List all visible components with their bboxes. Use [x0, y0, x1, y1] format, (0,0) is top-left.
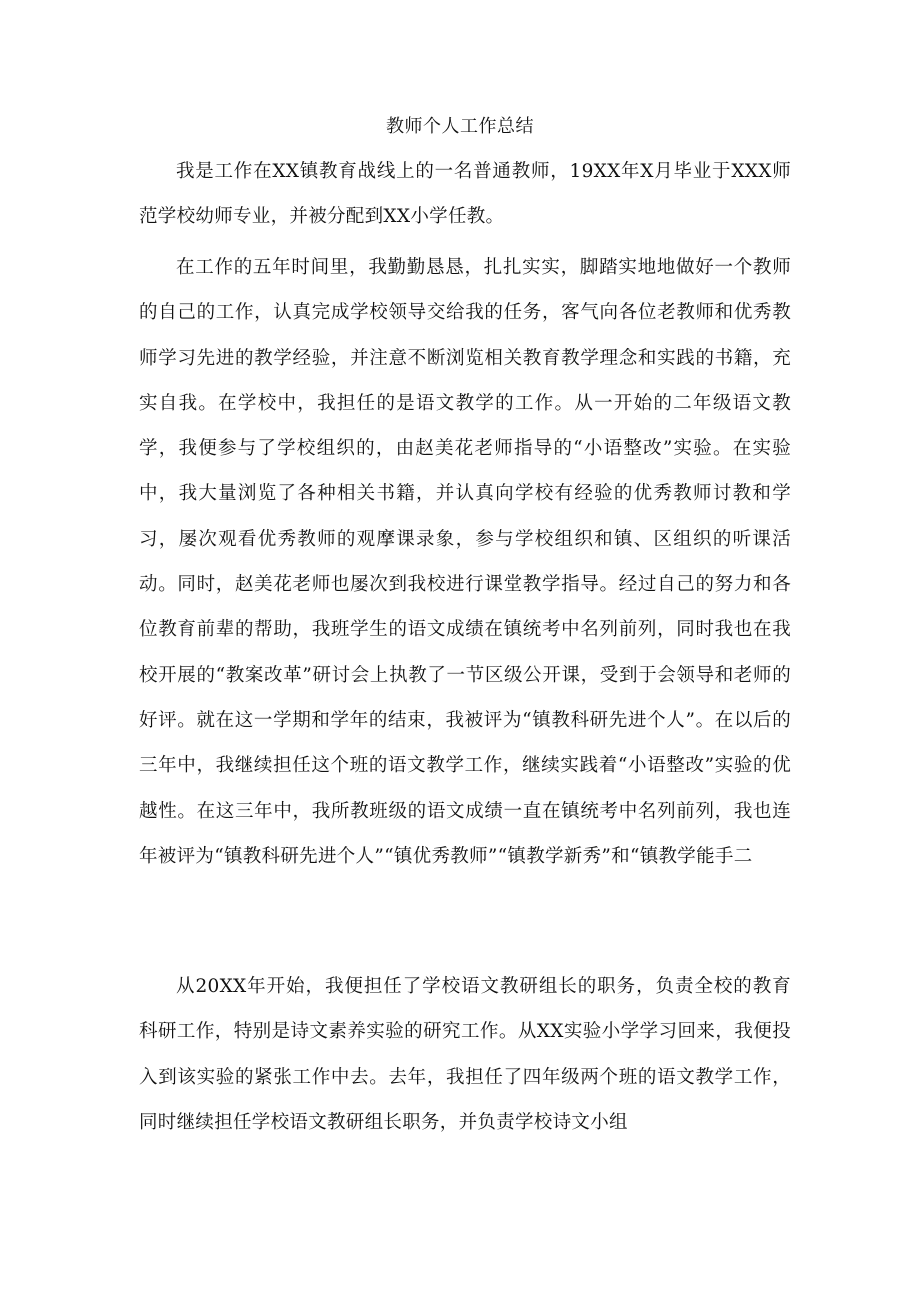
- paragraph-2: 在工作的五年时间里，我勤勤恳恳，扎扎实实，脚踏实地地做好一个教师的自己的工作，认真完成学校领导交给我的任务，客气向各位老教师和优秀教师学习先进的教学经验，并注意不断浏览相关教育教学理念和实践的书籍，充实自我。在学校中，我担任的是语文教学的工作。从一开始的二年级语文教学，我便参与了学校组织的，由赵美花老师指导的“小语整改”实验。在实验中，我大量浏览了各种相关书籍，并认真向学校有经验的优秀教师讨教和学习，屡次观看优秀教师的观摩课录象，参与学校组织和镇、区组织的听课活动。同时，赵美花老师也屡次到我校进行课堂教学指导。经过自己的努力和各位教育前辈的帮助，我班学生的语文成绩在镇统考中名列前列，同时我也在我校开展的“教案改革”研讨会上执教了一节区级公开课，受到于会领导和老师的好评。就在这一学期和学年的结束，我被评为“镇教科研先进个人”。在以后的三年中，我继续担任这个班的语文教学工作，继续实践着“小语整改”实验的优越性。在这三年中，我所教班级的语文成绩一直在镇统考中名列前列，我也连年被评为“镇教科研先进个人”“镇优秀教师”“镇教学新秀”和“镇教学能手二: [139, 257, 791, 867]
- paragraph-3: 从20XX年开始，我便担任了学校语文教研组长的职务，负责全校的教育科研工作，特别是诗文素养实验的研究工作。从XX实验小学学习回来，我便投入到该实验的紧张工作中去。去年，我担任了四年级两个班的语文教学工作，同时继续担任学校语文教研组长职务，并负责学校诗文小组: [139, 976, 791, 1133]
- document-title: 教师个人工作总结: [386, 116, 534, 137]
- paragraph-3-container: [139, 964, 791, 1145]
- paragraph-1: 我是工作在XX镇教育战线上的一名普通教师，19XX年X月毕业于XXX师范学校幼师专业，并被分配到XX小学任教。: [139, 161, 791, 228]
- paragraph-2-container: [139, 245, 791, 879]
- paragraph-1-container: [139, 149, 791, 240]
